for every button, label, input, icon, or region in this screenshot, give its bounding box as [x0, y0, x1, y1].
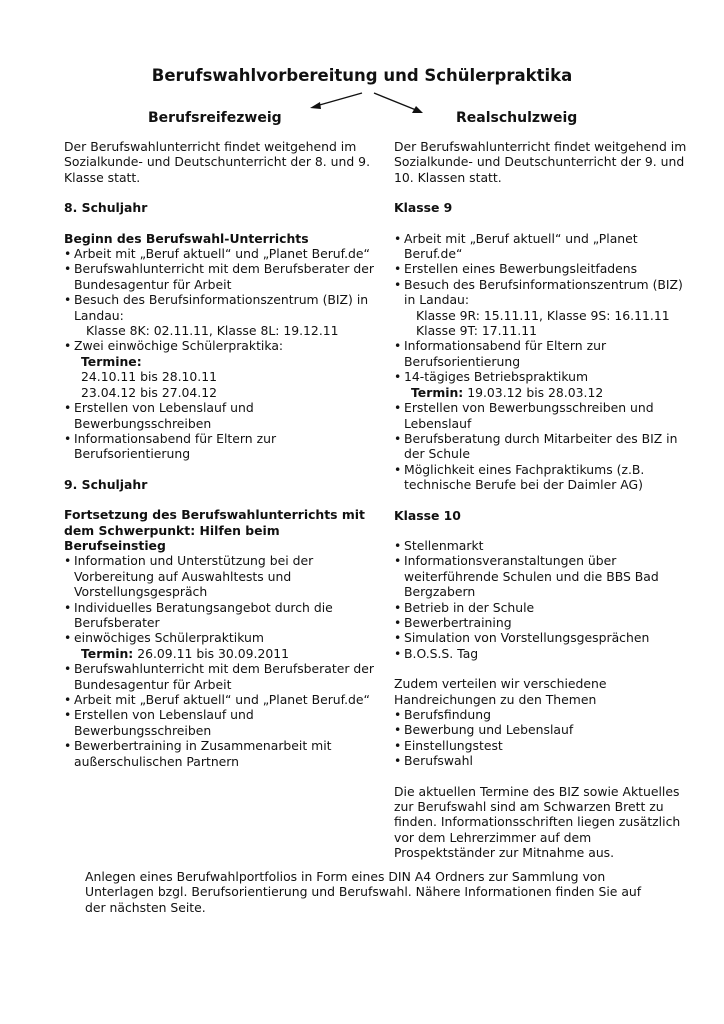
list-item: • Arbeit mit „Beruf aktuell“ und „Planet Beruf.de“ — [64, 246, 376, 261]
list-item: • Besuch des Berufsinformationszentrum (BIZ) in Landau: Klasse 8K: 02.11.11, Klasse 8L: 19.12.11 — [64, 292, 376, 338]
list-item: • Informationsabend für Eltern zur Berufsorientierung — [394, 338, 694, 369]
list-item: • Einstellungstest — [394, 738, 694, 753]
handouts-intro: Zudem verteilen wir verschiedene Handreichungen zu den Themen — [394, 676, 607, 707]
termine-date: 24.10.11 bis 28.10.11 — [81, 369, 217, 385]
left-column — [64, 139, 376, 769]
right-section2-list — [394, 538, 694, 661]
list-item: • Zwei einwöchige Schülerpraktika: Termine: 24.10.11 bis 28.10.11 23.04.12 bis 27.04.12 — [64, 338, 376, 400]
page-title: Berufswahlvorbereitung und Schülerpraktika — [151, 66, 573, 85]
list-item: • Arbeit mit „Beruf aktuell“ und „Planet Beruf.de“ — [64, 692, 376, 707]
list-item: • Erstellen von Bewerbungsschreiben und Lebenslauf — [394, 400, 694, 431]
left-section1-subtitle: Beginn des Berufswahl-Unterrichts — [64, 230, 309, 246]
list-item: • Bewerbertraining — [394, 615, 694, 630]
list-item: • Betrieb in der Schule — [394, 600, 694, 615]
list-item: • Möglichkeit eines Fachpraktikums (z.B. technische Berufe bei der Daimler AG) — [394, 462, 694, 493]
left-section1-list — [64, 246, 376, 462]
left-section2-list — [64, 553, 376, 769]
list-item: • Informationsveranstaltungen über weiterführende Schulen und die BBS Bad Bergzabern — [394, 553, 694, 599]
list-item: • Informationsabend für Eltern zur Berufsorientierung — [64, 431, 376, 462]
list-item: • Erstellen von Lebenslauf und Bewerbungsschreiben — [64, 707, 376, 738]
list-item: • Individuelles Beratungsangebot durch die Berufsberater — [64, 600, 376, 631]
branch-arrows — [0, 88, 724, 118]
left-section2-title: 9. Schuljahr — [64, 476, 148, 492]
list-item: • Stellenmarkt — [394, 538, 694, 553]
list-item: • Berufswahl — [394, 753, 694, 768]
list-item: • B.O.S.S. Tag — [394, 646, 694, 661]
list-item: • einwöchiges Schülerpraktikum Termin: 26.09.11 bis 30.09.2011 — [64, 630, 376, 661]
footer-note: Anlegen eines Berufwahlportfolios in Form eines DIN A4 Ordners zur Sammlung von Unterlagen bzgl. Berufsorientierung und Berufswahl. Nähere Informationen finden Sie auf der nächsten Seite. — [85, 869, 642, 915]
termine-label: Termine: — [81, 353, 142, 369]
left-intro: Der Berufswahlunterricht findet weitgehend im Sozialkunde- und Deutschunterricht der 8. und 9. Klasse statt. — [64, 139, 371, 185]
closing-paragraph: Die aktuellen Termine des BIZ sowie Aktuelles zur Berufswahl sind am Schwarzen Brett zu finden. Informationsschriften liegen zusätzlich vor dem Lehrerzimmer auf dem Prospektständer zur Mitnahme aus. — [394, 783, 681, 861]
termine-date: 23.04.12 bis 27.04.12 — [81, 384, 217, 400]
list-item: • Bewerbung und Lebenslauf — [394, 722, 694, 737]
right-section1-title: Klasse 9 — [394, 200, 453, 216]
handouts-list — [394, 707, 694, 769]
biz-dates: Klasse 9R: 15.11.11, Klasse 9S: 16.11.11 — [416, 307, 670, 323]
list-item: • Information und Unterstützung bei der Vorbereitung auf Auswahltests und Vorstellungsgespräch — [64, 553, 376, 599]
list-item: • Erstellen von Lebenslauf und Bewerbungsschreiben — [64, 400, 376, 431]
termin-line: Termin: 19.03.12 bis 28.03.12 — [411, 384, 604, 400]
list-item: • 14-tägiges Betriebspraktikum Termin: 19.03.12 bis 28.03.12 — [394, 369, 694, 400]
biz-dates: Klasse 9T: 17.11.11 — [416, 323, 538, 339]
arrow-left-icon — [316, 93, 362, 106]
right-column — [394, 139, 694, 861]
right-section1-list — [394, 231, 694, 493]
list-item: • Berufsberatung durch Mitarbeiter des BIZ in der Schule — [394, 431, 694, 462]
list-item: • Bewerbertraining in Zusammenarbeit mit außerschulischen Partnern — [64, 738, 376, 769]
left-section2-subtitle: Fortsetzung des Berufswahlunterrichts mit dem Schwerpunkt: Hilfen beim Berufseinstieg — [64, 507, 365, 553]
biz-dates: Klasse 8K: 02.11.11, Klasse 8L: 19.12.11 — [86, 323, 339, 339]
left-section1-title: 8. Schuljahr — [64, 200, 148, 216]
list-item: • Simulation von Vorstellungsgesprächen — [394, 630, 694, 645]
list-item: • Arbeit mit „Beruf aktuell“ und „Planet Beruf.de“ — [394, 231, 694, 262]
right-section2-title: Klasse 10 — [394, 507, 461, 523]
termin-line: Termin: 26.09.11 bis 30.09.2011 — [81, 645, 289, 661]
list-item: • Berufsfindung — [394, 707, 694, 722]
list-item: • Besuch des Berufsinformationszentrum (BIZ) in Landau: Klasse 9R: 15.11.11, Klasse 9S: 16.11.11 Klasse 9T: 17.11.11 — [394, 277, 694, 339]
arrowhead-left-icon — [310, 102, 321, 109]
list-item: • Berufswahlunterricht mit dem Berufsberater der Bundesagentur für Arbeit — [64, 661, 376, 692]
right-column-heading: Realschulzweig — [456, 110, 578, 126]
list-item: • Berufswahlunterricht mit dem Berufsberater der Bundesagentur für Arbeit — [64, 261, 376, 292]
list-item: • Erstellen eines Bewerbungsleitfadens — [394, 261, 694, 276]
left-column-heading: Berufsreifezweig — [148, 110, 282, 126]
arrow-right-icon — [374, 93, 416, 110]
right-intro: Der Berufswahlunterricht findet weitgehend im Sozialkunde- und Deutschunterricht der 9. und 10. Klassen statt. — [394, 139, 687, 185]
